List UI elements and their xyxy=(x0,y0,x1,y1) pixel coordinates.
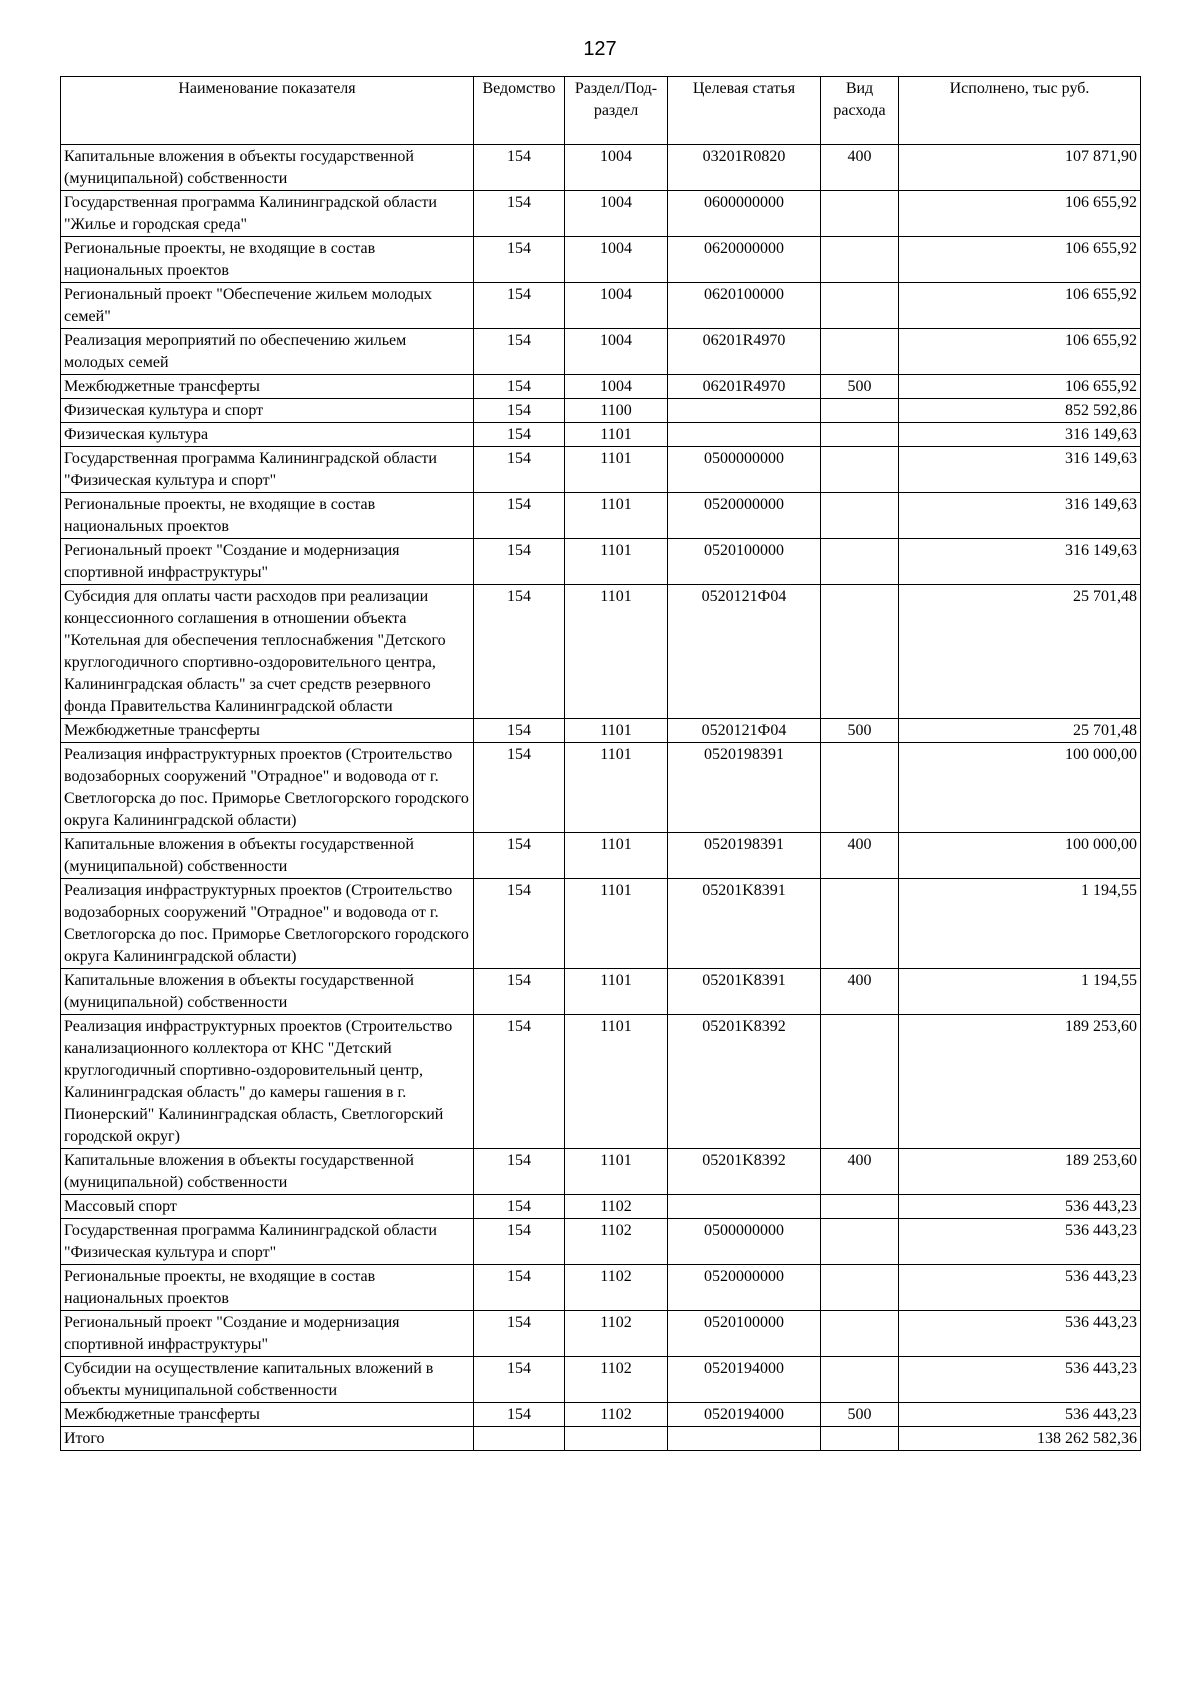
cell-name: Региональные проекты, не входящие в состав национальных проектов xyxy=(61,1265,474,1311)
cell-section: 1101 xyxy=(565,423,668,447)
cell-amount: 138 262 582,36 xyxy=(899,1427,1141,1451)
cell-department: 154 xyxy=(474,743,565,833)
table-row xyxy=(61,191,1141,237)
cell-name: Государственная программа Калининградской области "Жилье и городская среда" xyxy=(61,191,474,237)
cell-article: 05201K8391 xyxy=(668,969,821,1015)
cell-expense-type xyxy=(821,423,899,447)
table-row xyxy=(61,1311,1141,1357)
cell-department: 154 xyxy=(474,493,565,539)
cell-name: Физическая культура и спорт xyxy=(61,399,474,423)
cell-department: 154 xyxy=(474,879,565,969)
cell-amount: 536 443,23 xyxy=(899,1403,1141,1427)
cell-section: 1004 xyxy=(565,329,668,375)
table-row xyxy=(61,719,1141,743)
cell-article: 0520000000 xyxy=(668,493,821,539)
cell-amount: 189 253,60 xyxy=(899,1015,1141,1149)
cell-department: 154 xyxy=(474,969,565,1015)
cell-expense-type xyxy=(821,1195,899,1219)
cell-name: Межбюджетные трансферты xyxy=(61,1403,474,1427)
cell-expense-type xyxy=(821,1311,899,1357)
cell-article: 0500000000 xyxy=(668,1219,821,1265)
table-row xyxy=(61,585,1141,719)
cell-department: 154 xyxy=(474,585,565,719)
cell-name: Межбюджетные трансферты xyxy=(61,375,474,399)
table-row xyxy=(61,329,1141,375)
cell-section: 1004 xyxy=(565,191,668,237)
cell-name: Межбюджетные трансферты xyxy=(61,719,474,743)
table-row xyxy=(61,969,1141,1015)
cell-expense-type: 500 xyxy=(821,1403,899,1427)
cell-amount: 25 701,48 xyxy=(899,585,1141,719)
cell-name: Реализация инфраструктурных проектов (Строительство канализационного коллектора от КНС "Детский круглогодичный спортивно-оздоровительный центр, Калининградская область" до камеры гашения в г. Пионерский" Калининградская область, Светлогорский городской округ) xyxy=(61,1015,474,1149)
cell-section: 1101 xyxy=(565,493,668,539)
header-amount: Исполнено, тыс руб. xyxy=(899,77,1141,145)
header-name: Наименование показателя xyxy=(61,77,474,145)
cell-article: 03201R0820 xyxy=(668,145,821,191)
cell-amount: 536 443,23 xyxy=(899,1195,1141,1219)
table-row xyxy=(61,833,1141,879)
table-row xyxy=(61,447,1141,493)
cell-section: 1100 xyxy=(565,399,668,423)
cell-department: 154 xyxy=(474,329,565,375)
cell-section: 1101 xyxy=(565,719,668,743)
cell-article: 06201R4970 xyxy=(668,329,821,375)
cell-expense-type xyxy=(821,1427,899,1451)
cell-department: 154 xyxy=(474,283,565,329)
cell-name: Региональный проект "Создание и модернизация спортивной инфраструктуры" xyxy=(61,1311,474,1357)
cell-article: 0520121Ф04 xyxy=(668,719,821,743)
cell-amount: 106 655,92 xyxy=(899,329,1141,375)
table-row xyxy=(61,539,1141,585)
cell-article xyxy=(668,1195,821,1219)
table-row xyxy=(61,375,1141,399)
total-row xyxy=(61,1427,1141,1451)
table-row xyxy=(61,1195,1141,1219)
cell-article: 0520194000 xyxy=(668,1403,821,1427)
cell-department: 154 xyxy=(474,719,565,743)
cell-department: 154 xyxy=(474,1219,565,1265)
cell-name: Капитальные вложения в объекты государственной (муниципальной) собственности xyxy=(61,833,474,879)
cell-expense-type xyxy=(821,539,899,585)
cell-amount: 316 149,63 xyxy=(899,539,1141,585)
cell-department: 154 xyxy=(474,1357,565,1403)
table-row xyxy=(61,743,1141,833)
cell-expense-type: 400 xyxy=(821,833,899,879)
cell-amount: 316 149,63 xyxy=(899,493,1141,539)
cell-department: 154 xyxy=(474,1195,565,1219)
cell-amount: 189 253,60 xyxy=(899,1149,1141,1195)
cell-department: 154 xyxy=(474,375,565,399)
cell-article: 05201K8391 xyxy=(668,879,821,969)
cell-expense-type xyxy=(821,879,899,969)
cell-department: 154 xyxy=(474,191,565,237)
cell-expense-type xyxy=(821,1219,899,1265)
cell-amount: 536 443,23 xyxy=(899,1311,1141,1357)
cell-expense-type xyxy=(821,493,899,539)
cell-amount: 536 443,23 xyxy=(899,1265,1141,1311)
cell-article: 05201K8392 xyxy=(668,1149,821,1195)
cell-section: 1101 xyxy=(565,1015,668,1149)
cell-name: Региональные проекты, не входящие в состав национальных проектов xyxy=(61,493,474,539)
cell-expense-type: 500 xyxy=(821,719,899,743)
cell-article: 0620100000 xyxy=(668,283,821,329)
cell-article: 0500000000 xyxy=(668,447,821,493)
cell-name: Капитальные вложения в объекты государственной (муниципальной) собственности xyxy=(61,969,474,1015)
cell-department: 154 xyxy=(474,539,565,585)
cell-article: 0520198391 xyxy=(668,743,821,833)
budget-table xyxy=(60,76,1141,1451)
header-expense-type: Вид расхода xyxy=(821,77,899,145)
cell-amount: 107 871,90 xyxy=(899,145,1141,191)
cell-expense-type: 400 xyxy=(821,1149,899,1195)
cell-name: Государственная программа Калининградской области "Физическая культура и спорт" xyxy=(61,1219,474,1265)
cell-article: 0520100000 xyxy=(668,539,821,585)
cell-name: Региональный проект "Создание и модернизация спортивной инфраструктуры" xyxy=(61,539,474,585)
cell-section: 1101 xyxy=(565,1149,668,1195)
cell-section: 1101 xyxy=(565,447,668,493)
cell-article: 0520198391 xyxy=(668,833,821,879)
cell-amount: 106 655,92 xyxy=(899,191,1141,237)
cell-section xyxy=(565,1427,668,1451)
table-row xyxy=(61,1149,1141,1195)
cell-amount: 1 194,55 xyxy=(899,969,1141,1015)
cell-amount: 106 655,92 xyxy=(899,237,1141,283)
cell-amount: 536 443,23 xyxy=(899,1357,1141,1403)
cell-article: 0520100000 xyxy=(668,1311,821,1357)
cell-name: Реализация инфраструктурных проектов (Строительство водозаборных сооружений "Отрадное" и водовода от г. Светлогорска до пос. Приморье Светлогорского городского округа Калининградской области) xyxy=(61,879,474,969)
cell-expense-type xyxy=(821,1265,899,1311)
cell-expense-type xyxy=(821,329,899,375)
cell-amount: 1 194,55 xyxy=(899,879,1141,969)
cell-name: Итого xyxy=(61,1427,474,1451)
table-row xyxy=(61,1015,1141,1149)
cell-section: 1101 xyxy=(565,585,668,719)
cell-department: 154 xyxy=(474,423,565,447)
cell-expense-type xyxy=(821,283,899,329)
cell-article: 0620000000 xyxy=(668,237,821,283)
table-row xyxy=(61,1265,1141,1311)
table-row xyxy=(61,145,1141,191)
cell-section: 1004 xyxy=(565,145,668,191)
cell-expense-type xyxy=(821,743,899,833)
cell-department: 154 xyxy=(474,237,565,283)
table-row xyxy=(61,1219,1141,1265)
cell-amount: 25 701,48 xyxy=(899,719,1141,743)
cell-department: 154 xyxy=(474,1015,565,1149)
cell-department: 154 xyxy=(474,833,565,879)
cell-department: 154 xyxy=(474,1149,565,1195)
cell-name: Капитальные вложения в объекты государственной (муниципальной) собственности xyxy=(61,1149,474,1195)
page-number: 127 xyxy=(583,38,617,60)
cell-section: 1102 xyxy=(565,1265,668,1311)
cell-section: 1102 xyxy=(565,1219,668,1265)
cell-section: 1102 xyxy=(565,1357,668,1403)
cell-amount: 100 000,00 xyxy=(899,743,1141,833)
cell-section: 1102 xyxy=(565,1403,668,1427)
cell-section: 1004 xyxy=(565,283,668,329)
table-row xyxy=(61,879,1141,969)
cell-expense-type: 400 xyxy=(821,969,899,1015)
cell-article: 05201K8392 xyxy=(668,1015,821,1149)
table-header-row xyxy=(61,77,1141,145)
cell-section: 1101 xyxy=(565,833,668,879)
cell-department: 154 xyxy=(474,399,565,423)
table-row xyxy=(61,283,1141,329)
cell-article xyxy=(668,423,821,447)
header-department: Ведомство xyxy=(474,77,565,145)
cell-name: Физическая культура xyxy=(61,423,474,447)
cell-article: 06201R4970 xyxy=(668,375,821,399)
cell-department: 154 xyxy=(474,1311,565,1357)
cell-article: 0600000000 xyxy=(668,191,821,237)
cell-section: 1101 xyxy=(565,969,668,1015)
cell-name: Региональный проект "Обеспечение жильем молодых семей" xyxy=(61,283,474,329)
table-row xyxy=(61,399,1141,423)
cell-department: 154 xyxy=(474,1265,565,1311)
cell-amount: 106 655,92 xyxy=(899,283,1141,329)
table-row xyxy=(61,237,1141,283)
cell-name: Реализация мероприятий по обеспечению жильем молодых семей xyxy=(61,329,474,375)
cell-amount: 316 149,63 xyxy=(899,447,1141,493)
cell-name: Региональные проекты, не входящие в состав национальных проектов xyxy=(61,237,474,283)
table-row xyxy=(61,493,1141,539)
cell-expense-type: 500 xyxy=(821,375,899,399)
cell-section: 1102 xyxy=(565,1195,668,1219)
cell-amount: 316 149,63 xyxy=(899,423,1141,447)
table-row xyxy=(61,423,1141,447)
cell-article: 0520194000 xyxy=(668,1357,821,1403)
cell-name: Реализация инфраструктурных проектов (Строительство водозаборных сооружений "Отрадное" и водовода от г. Светлогорска до пос. Приморье Светлогорского городского округа Калининградской области) xyxy=(61,743,474,833)
cell-amount: 536 443,23 xyxy=(899,1219,1141,1265)
cell-department: 154 xyxy=(474,447,565,493)
header-article: Целевая статья xyxy=(668,77,821,145)
cell-expense-type xyxy=(821,447,899,493)
cell-department xyxy=(474,1427,565,1451)
table-row xyxy=(61,1403,1141,1427)
cell-section: 1101 xyxy=(565,879,668,969)
cell-article: 0520121Ф04 xyxy=(668,585,821,719)
cell-name: Субсидия для оплаты части расходов при реализации концессионного соглашения в отношении объекта "Котельная для обеспечения теплоснабжения "Детского круглогодичного спортивно-оздоровительного центра, Калининградская область" за счет средств резервного фонда Правительства Калининградской области xyxy=(61,585,474,719)
cell-expense-type xyxy=(821,191,899,237)
table-row xyxy=(61,1357,1141,1403)
cell-expense-type xyxy=(821,1357,899,1403)
cell-expense-type xyxy=(821,1015,899,1149)
cell-department: 154 xyxy=(474,1403,565,1427)
cell-expense-type: 400 xyxy=(821,145,899,191)
cell-name: Государственная программа Калининградской области "Физическая культура и спорт" xyxy=(61,447,474,493)
header-section: Раздел/Под-раздел xyxy=(565,77,668,145)
cell-amount: 852 592,86 xyxy=(899,399,1141,423)
cell-expense-type xyxy=(821,585,899,719)
cell-department: 154 xyxy=(474,145,565,191)
cell-name: Субсидии на осуществление капитальных вложений в объекты муниципальной собственности xyxy=(61,1357,474,1403)
cell-amount: 100 000,00 xyxy=(899,833,1141,879)
cell-section: 1004 xyxy=(565,237,668,283)
cell-section: 1004 xyxy=(565,375,668,399)
cell-expense-type xyxy=(821,237,899,283)
cell-amount: 106 655,92 xyxy=(899,375,1141,399)
cell-name: Массовый спорт xyxy=(61,1195,474,1219)
cell-article: 0520000000 xyxy=(668,1265,821,1311)
cell-article xyxy=(668,1427,821,1451)
cell-name: Капитальные вложения в объекты государственной (муниципальной) собственности xyxy=(61,145,474,191)
cell-section: 1102 xyxy=(565,1311,668,1357)
cell-expense-type xyxy=(821,399,899,423)
cell-section: 1101 xyxy=(565,743,668,833)
cell-article xyxy=(668,399,821,423)
cell-section: 1101 xyxy=(565,539,668,585)
